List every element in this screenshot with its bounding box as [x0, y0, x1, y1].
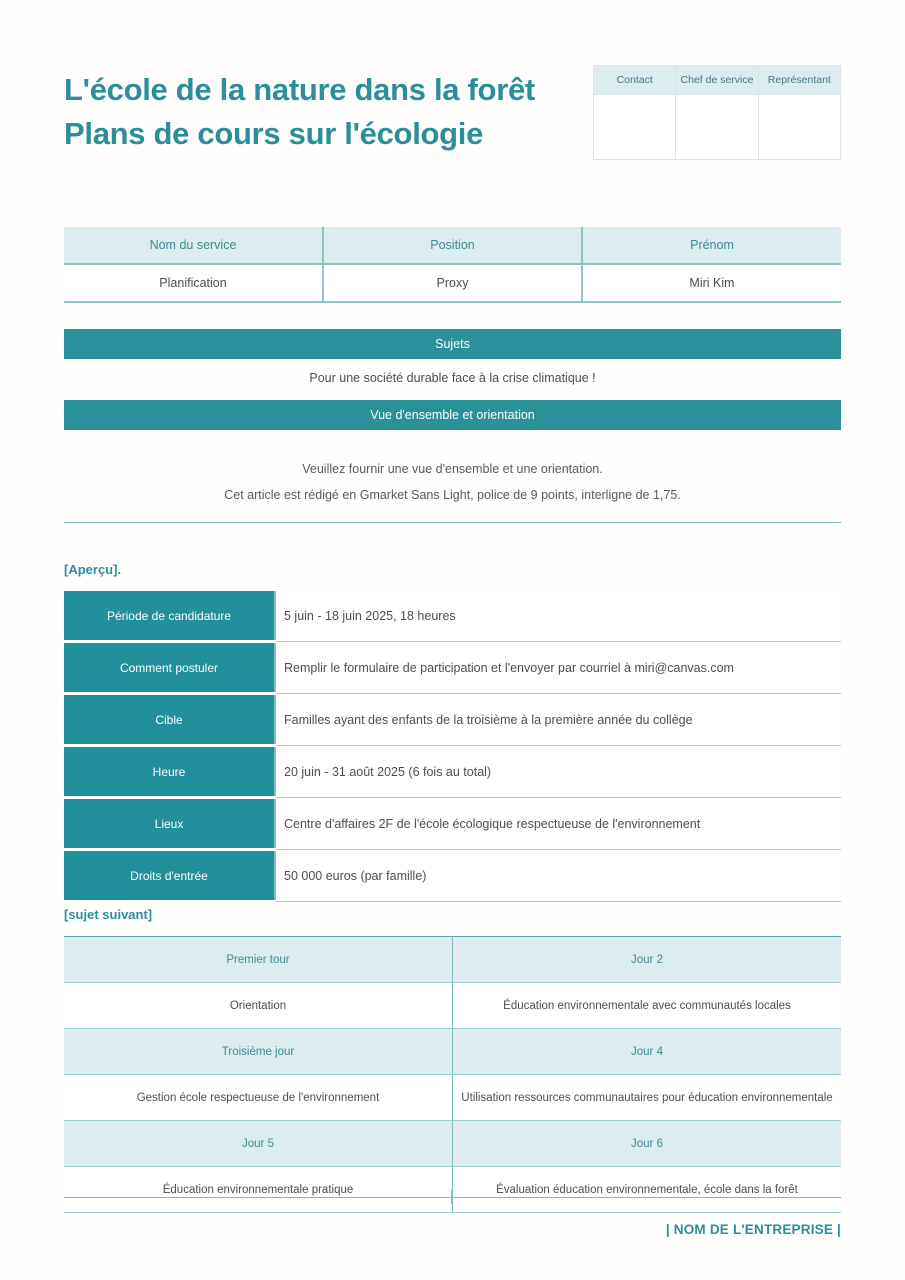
- schedule-table: [64, 936, 841, 1213]
- schedule-day-row: [64, 1029, 841, 1075]
- schedule-content-row: [64, 983, 841, 1029]
- footer-divider-tick: [451, 1190, 452, 1204]
- details-row: [64, 746, 841, 798]
- service-table-header-row: [64, 227, 841, 264]
- schedule-day-left: Jour 5: [64, 1121, 453, 1167]
- service-cell-prenom: Miri Kim: [582, 264, 841, 302]
- footer-company-name: | NOM DE L'ENTREPRISE |: [665, 1222, 841, 1237]
- footer-divider: [64, 1197, 841, 1198]
- details-label-comment-postuler: Comment postuler: [64, 642, 275, 694]
- document-header: [64, 60, 841, 160]
- service-cell-position: Proxy: [323, 264, 582, 302]
- overview-paragraph-line-2: Cet article est rédigé en Gmarket Sans Light, police de 9 points, interligne de 1,75.: [224, 488, 681, 502]
- signature-cell-chef-de-service[interactable]: [676, 95, 758, 160]
- banner-sujets: Sujets: [64, 329, 841, 359]
- details-label-heure: Heure: [64, 746, 275, 798]
- schedule-content-right: Éducation environnementale avec communautés locales: [453, 983, 842, 1029]
- details-value-comment-postuler: Remplir le formulaire de participation et l'envoyer par courriel à miri@canvas.com: [275, 642, 841, 694]
- signature-header-representant: Représentant: [758, 66, 840, 95]
- service-header-prenom: Prénom: [582, 227, 841, 264]
- service-header-nom-du-service: Nom du service: [64, 227, 323, 264]
- signature-table-row: [594, 95, 841, 160]
- details-table: [64, 591, 841, 903]
- schedule-content-left: Gestion école respectueuse de l'environnement: [64, 1075, 453, 1121]
- service-cell-nom-du-service: Planification: [64, 264, 323, 302]
- signature-header-chef-de-service: Chef de service: [676, 66, 758, 95]
- signature-cell-contact[interactable]: [594, 95, 676, 160]
- details-row: [64, 798, 841, 850]
- schedule-content-right: Évaluation éducation environnementale, école dans la forêt: [453, 1167, 842, 1213]
- section-heading-sujet-suivant: [sujet suivant]: [64, 907, 153, 922]
- details-value-droits-dentree: 50 000 euros (par famille): [275, 850, 841, 902]
- signature-table-header-row: [594, 66, 841, 95]
- banner-sujets-caption: Pour une société durable face à la crise climatique !: [309, 371, 596, 385]
- details-value-heure: 20 juin - 31 août 2025 (6 fois au total): [275, 746, 841, 798]
- signature-table: [593, 65, 841, 160]
- section-divider: [64, 522, 841, 523]
- details-label-lieux: Lieux: [64, 798, 275, 850]
- schedule-day-left: Premier tour: [64, 937, 453, 983]
- details-row: [64, 850, 841, 902]
- schedule-day-right: Jour 6: [453, 1121, 842, 1167]
- schedule-content-left: Orientation: [64, 983, 453, 1029]
- overview-paragraph-line-1: Veuillez fournir une vue d'ensemble et une orientation.: [302, 462, 603, 476]
- signature-cell-representant[interactable]: [758, 95, 840, 160]
- page-title: [64, 68, 594, 156]
- schedule-day-right: Jour 4: [453, 1029, 842, 1075]
- overview-paragraph: [64, 456, 841, 508]
- details-label-droits-dentree: Droits d'entrée: [64, 850, 275, 902]
- details-row: [64, 694, 841, 746]
- schedule-content-row: [64, 1075, 841, 1121]
- details-label-cible: Cible: [64, 694, 275, 746]
- details-label-periode-de-candidature: Période de candidature: [64, 591, 275, 642]
- schedule-day-row: [64, 937, 841, 983]
- section-heading-apercu: [Aperçu].: [64, 562, 122, 577]
- title-line-2: Plans de cours sur l'écologie: [64, 116, 484, 151]
- service-table-row: [64, 264, 841, 302]
- schedule-day-left: Troisième jour: [64, 1029, 453, 1075]
- details-value-cible: Familles ayant des enfants de la troisième à la première année du collège: [275, 694, 841, 746]
- title-line-1: L'école de la nature dans la forêt: [64, 72, 535, 107]
- details-value-lieux: Centre d'affaires 2F de l'école écologique respectueuse de l'environnement: [275, 798, 841, 850]
- signature-header-contact: Contact: [594, 66, 676, 95]
- details-row: [64, 642, 841, 694]
- schedule-content-row: [64, 1167, 841, 1213]
- banner-vue-densemble-et-orientation: Vue d'ensemble et orientation: [64, 400, 841, 430]
- schedule-content-right: Utilisation ressources communautaires pour éducation environnementale: [453, 1075, 842, 1121]
- details-row: [64, 591, 841, 642]
- service-table: [64, 227, 841, 303]
- details-value-periode-de-candidature: 5 juin - 18 juin 2025, 18 heures: [275, 591, 841, 642]
- schedule-day-row: [64, 1121, 841, 1167]
- schedule-day-right: Jour 2: [453, 937, 842, 983]
- service-header-position: Position: [323, 227, 582, 264]
- schedule-content-left: Éducation environnementale pratique: [64, 1167, 453, 1213]
